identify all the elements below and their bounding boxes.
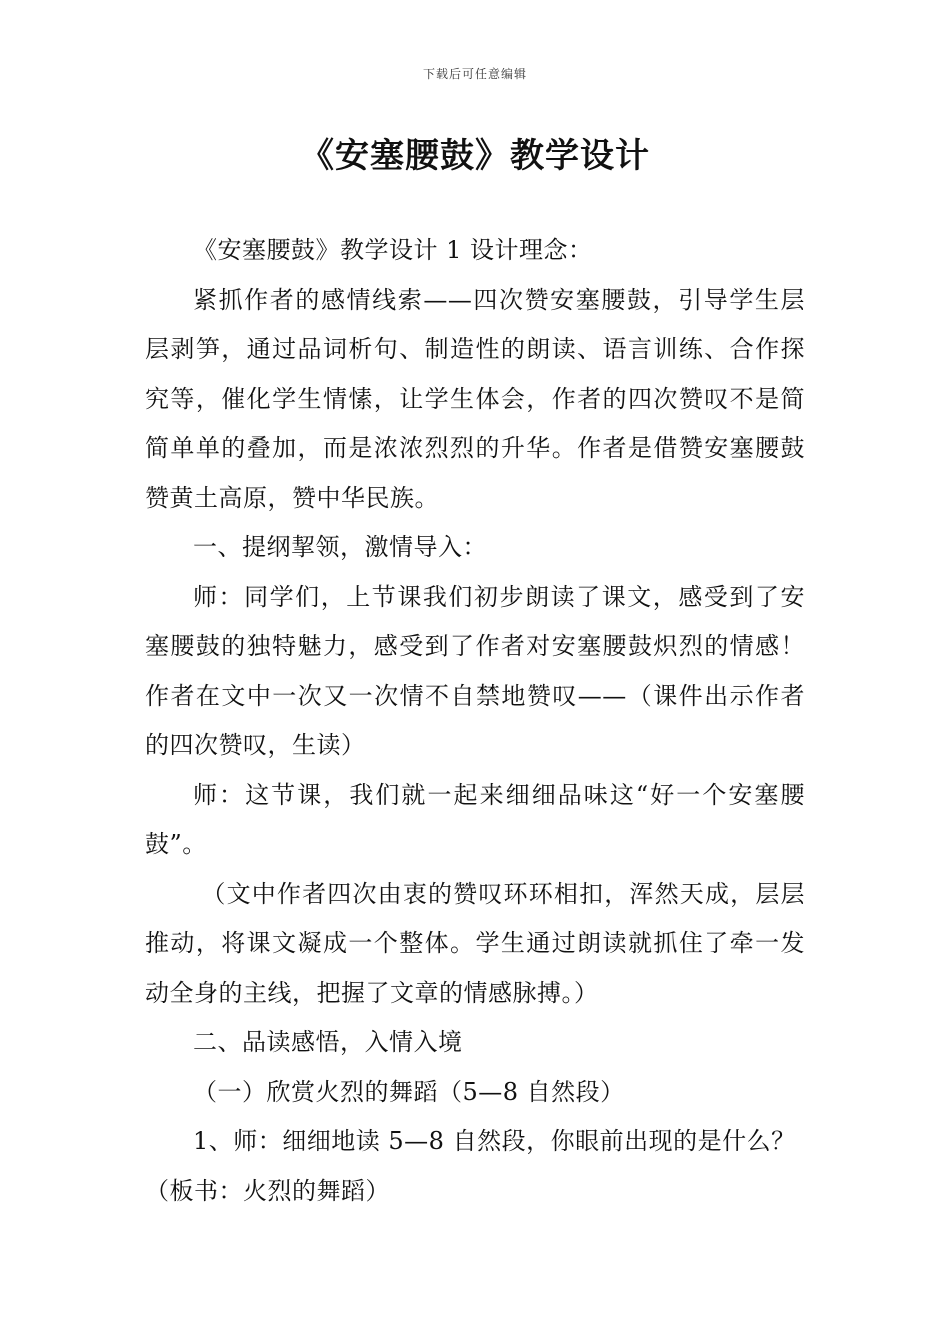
document-body [145,226,805,1216]
paragraph-section-one-heading: 一、提纲挈领，激情导入： [193,533,487,561]
paragraph-commentary: （文中作者四次由衷的赞叹环环相扣，浑然天成，层层推动，将课文凝成一个整体。学生通过朗读就抓住了牵一发动全身的主线，把握了文章的情感脉搏。） [145,879,805,1007]
document-title: 《安塞腰鼓》教学设计 [300,136,650,176]
paragraph-design-concept: 《安塞腰鼓》教学设计 1 设计理念： [193,236,593,264]
header-note: 下载后可任意编辑 [422,67,527,81]
paragraph-section-two-heading: 二、品读感悟，入情入境 [193,1028,463,1056]
paragraph-question: 1、师：细细地读 5—8 自然段，你眼前出现的是什么？ [193,1127,796,1155]
paragraph-teacher-lesson: 师：这节课，我们就一起来细细品味这“好一个安塞腰鼓”。 [145,780,805,858]
paragraph-subsection-heading: （一）欣赏火烈的舞蹈（5—8 自然段） [193,1077,625,1106]
paragraph-concept-body: 紧抓作者的感情线索——四次赞安塞腰鼓，引导学生层层剥笋，通过品词析句、制造性的朗读、语言训练、合作探究等，催化学生情愫，让学生体会，作者的四次赞叹不是简简单单的叠加，而是浓浓烈烈的升华。作者是借赞安塞腰鼓赞黄土高原，赞中华民族。 [145,285,805,512]
paragraph-board-note: （板书：火烈的舞蹈） [145,1176,390,1205]
paragraph-teacher-intro: 师：同学们，上节课我们初步朗读了课文，感受到了安塞腰鼓的独特魅力，感受到了作者对安塞腰鼓炽烈的情感！作者在文中一次又一次情不自禁地赞叹——（课件出示作者的四次赞叹，生读） [145,582,805,759]
